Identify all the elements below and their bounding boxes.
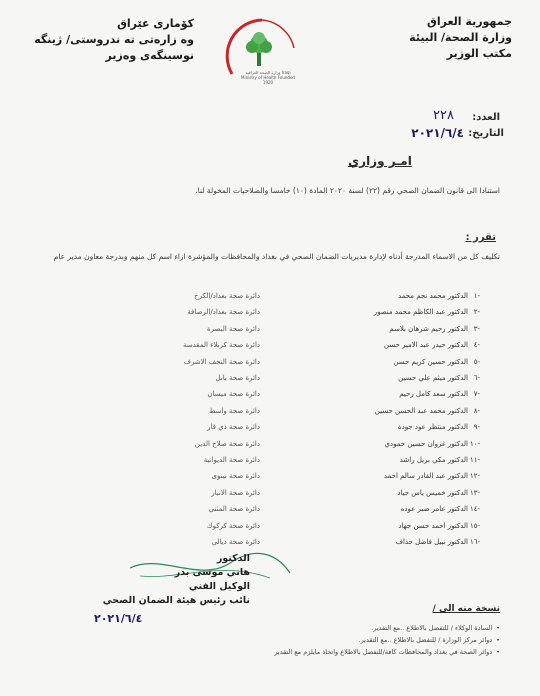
- doctor-name: الدكتور احمد حسن جهاد: [398, 521, 468, 530]
- doctor-name: الدكتور محمد نجم محمد: [398, 292, 468, 300]
- doctor-name: الدكتور عبد القادر سالم احمد: [383, 472, 468, 481]
- decided-label: تقرر :: [465, 232, 496, 243]
- doctor-index: -٥: [473, 357, 480, 366]
- doctor-row: [0, 405, 540, 421]
- doctor-row: [0, 503, 540, 519]
- doctor-index: -١٢: [469, 472, 480, 481]
- assignment-paragraph: تكليف كل من الاسماء المدرجة أدناه لإدارة مديريات الضمان الصحي في بغداد والمحافظات والمؤشرة ازاء اسم كل منهم وبدرجة معاون مدير عام: [53, 252, 500, 261]
- doctor-index: -٤: [473, 341, 480, 350]
- doctor-row: [0, 454, 540, 470]
- doctor-directorate: دائرة صحة البصرة: [207, 324, 260, 333]
- doctor-directorate: دائرة صحة كربلاء المقدسة: [183, 341, 260, 350]
- doctor-name: الدكتور حسين كريم حسن: [393, 357, 468, 366]
- doctor-directorate: دائرة صحة بغداد/الكرخ: [194, 292, 260, 300]
- doctor-directorate: دائرة صحة واسط: [208, 406, 260, 415]
- header-line-country: جمهورية العراق: [427, 15, 512, 28]
- order-title: امـر وزاري: [348, 154, 412, 168]
- doctor-index: -١٤: [469, 505, 480, 514]
- header-line-office-ku: نوسینگەی وەزیر: [105, 49, 194, 62]
- doctor-index: -١٠: [469, 439, 480, 448]
- doctor-index: -١: [473, 292, 480, 300]
- copy-item: •دوائر مركز الوزارة / للتفضل بالاطلاع ..مع التقدير.: [358, 636, 500, 644]
- doctor-row: [0, 487, 540, 503]
- signature-block: [70, 552, 250, 608]
- doctor-name: الدكتور نبيل فاضل حذاف: [395, 538, 468, 546]
- doctor-name: الدكتور عبد الكاظم محمد منصور: [373, 308, 468, 317]
- doctor-directorate: دائرة صحة بابل: [215, 374, 260, 382]
- doctor-directorate: دائرة صحة بغداد/الرصافة: [187, 308, 260, 317]
- tree-icon: [246, 32, 272, 66]
- header-line-country-ku: كۆماری عێراق: [117, 17, 194, 30]
- header-arabic: [342, 14, 512, 62]
- doctor-directorate: دائرة صحة ديالى: [211, 538, 260, 546]
- intro-paragraph: استنادا الى قانون الضمان الصحي رقم (٢٢) لسنة ٢٠٢٠ المادة (١٠) خامسا والصلاحيات المخولة لنا.: [195, 186, 500, 195]
- doctor-row: [0, 470, 540, 486]
- copies-title: نسخة منه الى /: [432, 604, 500, 614]
- doctor-directorate: دائرة صحة نينوى: [211, 472, 260, 481]
- doctor-directorate: دائرة صحة الديوانية: [203, 456, 260, 464]
- doctor-name: الدكتور منتظر عود جودة: [397, 423, 468, 432]
- doctor-index: -٦: [473, 374, 480, 382]
- header-line-office: مكتب الوزير: [446, 47, 512, 60]
- signature-line-2: هاني موسى بدر: [174, 567, 250, 578]
- signature-line-4: نائب رئيس هيئة الضمان الصحي: [102, 595, 250, 606]
- doctor-row: [0, 421, 540, 437]
- signature-line-1: الدكتور: [216, 553, 250, 564]
- logo-caption: وزارة الصحة العراقية Iraqi Ministry of Health Founded 1920: [241, 70, 295, 85]
- doctor-directorate: دائرة صحة النجف الاشرف: [183, 357, 260, 366]
- doctor-index: -١٥: [469, 521, 480, 530]
- doctor-index: -٨: [473, 406, 480, 415]
- doctor-row: [0, 339, 540, 355]
- doctor-name: الدكتور مكي بريل راشد: [399, 456, 468, 464]
- doctor-name: الدكتور غزوان حسين حمودي: [384, 439, 468, 448]
- doctor-index: -٢: [473, 308, 480, 317]
- doctor-index: -١٦: [469, 538, 480, 546]
- doctor-index: -٣: [473, 324, 480, 333]
- doctor-directorate: دائرة صحة ذي قار: [207, 423, 260, 432]
- doctor-name: الدكتور سعد كامل رحيم: [399, 390, 468, 399]
- doctor-row: [0, 438, 540, 454]
- header-line-ministry: وزارة الصحة/ البيئة: [409, 31, 512, 44]
- date-value: ٢٠٢١/٦/٤: [411, 126, 464, 140]
- number-value: ٢٢٨: [433, 108, 454, 123]
- copy-item: •دوائر الصحة في بغداد والمحافظات كافة/للتفضل بالاطلاع واتخاذ مايلزم مع التقدير: [274, 648, 500, 656]
- doctor-row: [0, 520, 540, 536]
- doctor-name: الدكتور محمد عبد الحسن حسين: [374, 406, 468, 415]
- copy-item: •السادة الوكلاء / للتفضل بالاطلاع ..مع التقدير.: [371, 624, 500, 632]
- doctor-row: [0, 356, 540, 372]
- header-kurdish: [14, 16, 194, 64]
- doctor-name: الدكتور حيدر عبد الامير حسن: [383, 341, 468, 350]
- doctor-directorate: دائرة صحة المثنى: [208, 505, 260, 514]
- date-label: التاريخ:: [468, 128, 504, 139]
- doctor-row: [0, 388, 540, 404]
- doctor-index: -١٣: [469, 488, 480, 497]
- signature-line-3: الوكيل الفني: [188, 581, 250, 592]
- signature-date: ٢٠٢١/٦/٤: [94, 612, 143, 625]
- doctor-name: الدكتور عامر صبر عوده: [400, 505, 468, 514]
- header-line-ministry-ku: وه زارەتی تە ندروستی/ ژینگە: [34, 33, 194, 46]
- doctor-index: -٧: [473, 390, 480, 399]
- doctor-row: [0, 323, 540, 339]
- doctor-name: الدكتور خميس ياس جياد: [397, 488, 468, 497]
- doctor-row: [0, 306, 540, 322]
- doctor-row: [0, 290, 540, 306]
- doctor-name: الدكتور ميثم علي حسين: [398, 374, 468, 382]
- doctor-row: [0, 372, 540, 388]
- doctor-directorate: دائرة صحة صلاح الدين: [194, 439, 260, 448]
- doctor-index: -٩: [473, 423, 480, 432]
- doctor-name: الدكتور رحيم شرهان بلاسم: [389, 324, 468, 333]
- doctor-index: -١١: [469, 456, 480, 464]
- doctor-directorate: دائرة صحة كركوك: [206, 521, 260, 530]
- doctor-directorate: دائرة صحة الانبار: [211, 488, 260, 497]
- copies-list: [40, 622, 500, 658]
- doctor-directorate: دائرة صحة ميسان: [207, 390, 260, 399]
- number-label: العدد:: [472, 112, 500, 123]
